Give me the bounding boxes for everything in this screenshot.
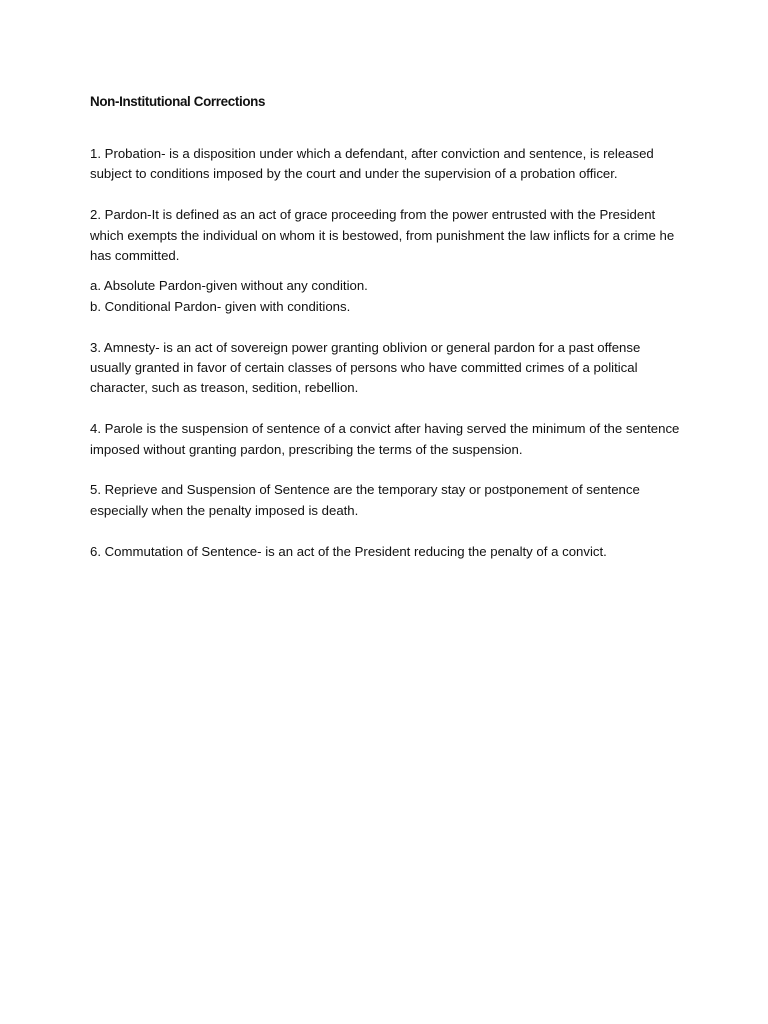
document-body (90, 92, 680, 582)
document-title: Non-Institutional Corrections (90, 94, 266, 109)
pardon-types-list (90, 276, 680, 317)
pardon-type-absolute: a. Absolute Pardon-given without any condition. (90, 278, 368, 294)
item-pardon: 2. Pardon-It is defined as an act of grace proceeding from the power entrusted with the President which exempts the individual on whom it is bestowed, from punishment the law inflicts for a crime he has committed. (90, 207, 675, 264)
pardon-type-conditional: b. Conditional Pardon- given with conditions. (90, 298, 351, 314)
item-amnesty: 3. Amnesty- is an act of sovereign power granting oblivion or general pardon for a past offense usually granted in favor of certain classes of persons who have committed crimes of a political character, such as treason, sedition, rebellion. (90, 339, 641, 396)
item-probation: 1. Probation- is a disposition under which a defendant, after conviction and sentence, is released subject to conditions imposed by the court and under the supervision of a probation officer. (90, 146, 654, 182)
item-commutation: 6. Commutation of Sentence- is an act of the President reducing the penalty of a convict. (90, 543, 607, 559)
item-parole: 4. Parole is the suspension of sentence of a convict after having served the minimum of the sentence imposed without granting pardon, prescribing the terms of the suspension. (90, 421, 680, 457)
item-reprieve: 5. Reprieve and Suspension of Sentence are the temporary stay or postponement of sentence especially when the penalty imposed is death. (90, 482, 640, 518)
